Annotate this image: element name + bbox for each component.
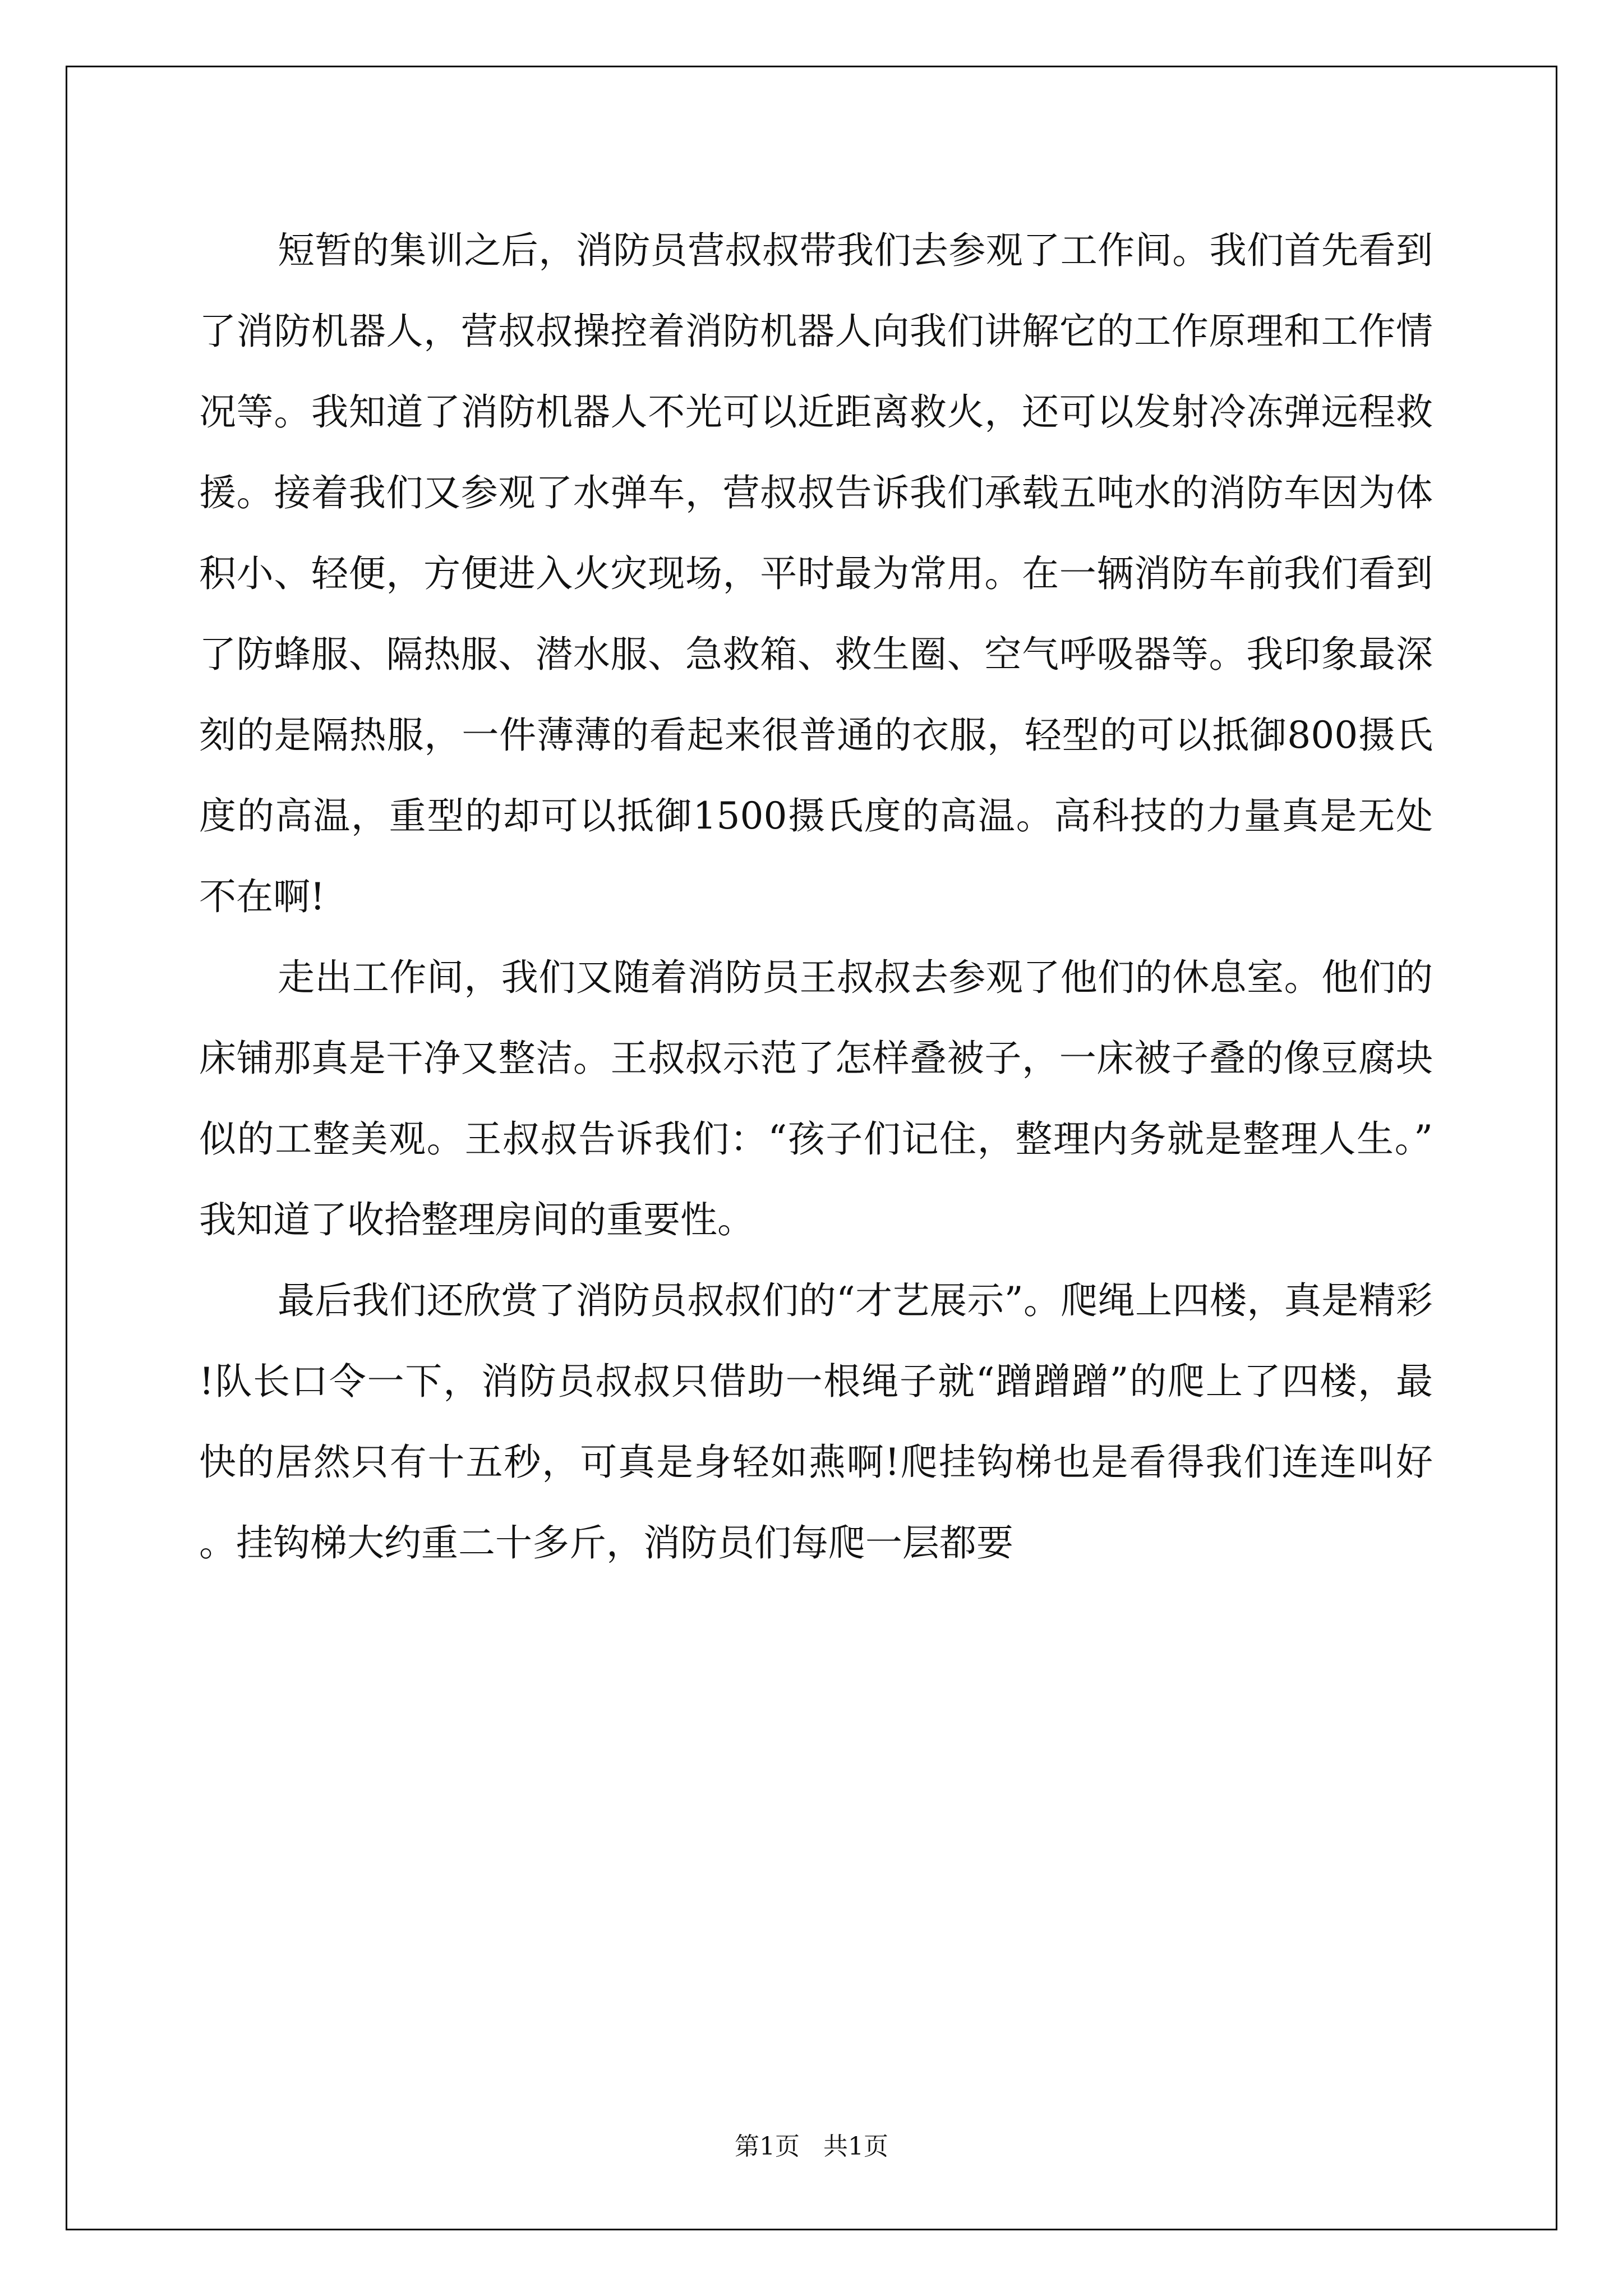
page-number-footer: 第1页 共1页 [735,2132,888,2161]
paragraph-2: 走出工作间，我们又随着消防员王叔叔去参观了他们的休息室。他们的床铺那真是干净又整洁。王叔叔示范了怎样叠被子，一床被子叠的像豆腐块似的工整美观。王叔叔告诉我们：“孩子们记住，整理内务就是整理人生。”我知道了收拾整理房间的重要性。 [199,956,1433,1241]
document-body [199,210,1433,1584]
paragraph-1: 短暂的集训之后，消防员营叔叔带我们去参观了工作间。我们首先看到了消防机器人，营叔叔操控着消防机器人向我们讲解它的工作原理和工作情况等。我知道了消防机器人不光可以近距离救火，还可以发射冷冻弹远程救援。接着我们又参观了水弹车，营叔叔告诉我们承载五吨水的消防车因为体积小、轻便，方便进入火灾现场，平时最为常用。在一辆消防车前我们看到了防蜂服、隔热服、潜水服、急救箱、救生圈、空气呼吸器等。我印象最深刻的是隔热服，一件薄薄的看起来很普通的衣服，轻型的可以抵御800摄氏度的高温，重型的却可以抵御1500摄氏度的高温。高科技的力量真是无处不在啊! [199,229,1433,918]
paragraph-3: 最后我们还欣赏了消防员叔叔们的“才艺展示”。爬绳上四楼，真是精彩!队长口令一下，消防员叔叔只借助一根绳子就“蹭蹭蹭”的爬上了四楼，最快的居然只有十五秒，可真是身轻如燕啊!爬挂钩梯也是看得我们连连叫好。挂钩梯大约重二十多斤，消防员们每爬一层都要 [199,1279,1433,1565]
